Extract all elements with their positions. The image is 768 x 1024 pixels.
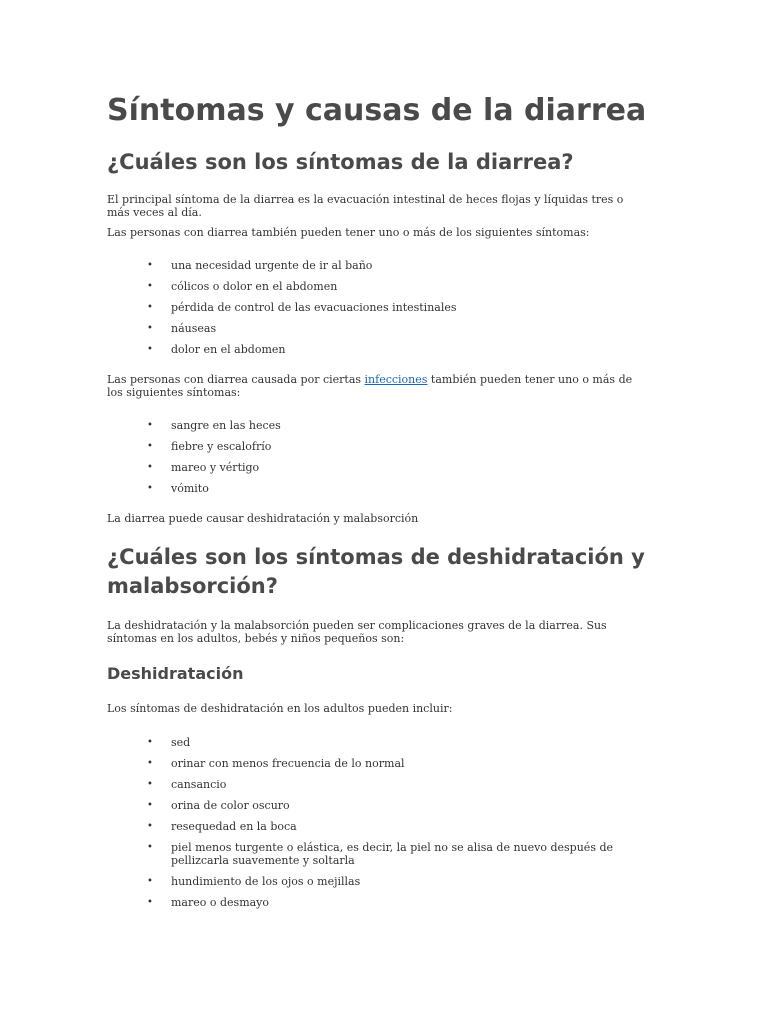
bullet-icon: • (147, 821, 153, 832)
symptoms-list (147, 259, 627, 364)
infection-intro: Las personas con diarrea causada por ciertas infecciones también pueden tener uno o más de los siguientes síntomas: (107, 373, 633, 399)
bullet-icon: • (147, 800, 153, 811)
section2-heading: ¿Cuáles son los síntomas de deshidratación y malabsorción? (107, 545, 645, 598)
dehydration-symptoms-list (147, 736, 627, 917)
dehydration-subheading: Deshidratación (107, 664, 244, 683)
bullet-icon: • (147, 260, 153, 271)
bullet-icon: • (147, 758, 153, 769)
bullet-icon: • (147, 420, 153, 431)
list-item: • náuseas (147, 322, 217, 335)
list-item: • orinar con menos frecuencia de lo normal (147, 757, 405, 770)
list-item: • resequedad en la boca (147, 820, 297, 833)
section1-heading: ¿Cuáles son los síntomas de la diarrea? (107, 150, 574, 174)
list-item: • mareo o desmayo (147, 896, 270, 909)
list-item: • dolor en el abdomen (147, 343, 286, 356)
list-item: • sed (147, 736, 191, 749)
bullet-icon: • (147, 323, 153, 334)
section2-intro: La deshidratación y la malabsorción pueden ser complicaciones graves de la diarrea. Sus síntomas en los adultos, bebés y niños pequeños son: (107, 619, 607, 645)
page-title: Síntomas y causas de la diarrea (107, 93, 647, 128)
list-item: • una necesidad urgente de ir al baño (147, 259, 373, 272)
list-item: • vómito (147, 482, 209, 495)
bullet-icon: • (147, 302, 153, 313)
bullet-icon: • (147, 737, 153, 748)
list-item: • mareo y vértigo (147, 461, 260, 474)
section1-closing: La diarrea puede causar deshidratación y malabsorción (107, 512, 419, 525)
list-item: • fiebre y escalofrío (147, 440, 272, 453)
bullet-icon: • (147, 281, 153, 292)
list-item: • piel menos turgente o elástica, es decir, la piel no se alisa de nuevo después de pellizcarla suavemente y soltarla (147, 841, 614, 867)
section2-list-intro: Los síntomas de deshidratación en los adultos pueden incluir: (107, 702, 453, 715)
list-item: • cansancio (147, 778, 227, 791)
bullet-icon: • (147, 876, 153, 887)
infection-symptoms-list (147, 419, 627, 503)
bullet-icon: • (147, 483, 153, 494)
section1-list-intro: Las personas con diarrea también pueden tener uno o más de los siguientes síntomas: (107, 226, 590, 239)
bullet-icon: • (147, 344, 153, 355)
list-item: • sangre en las heces (147, 419, 281, 432)
list-item: • cólicos o dolor en el abdomen (147, 280, 338, 293)
list-item: • pérdida de control de las evacuaciones intestinales (147, 301, 457, 314)
bullet-icon: • (147, 441, 153, 452)
bullet-icon: • (147, 462, 153, 473)
section1-intro: El principal síntoma de la diarrea es la evacuación intestinal de heces flojas y líquidas tres o más veces al día. (107, 193, 624, 219)
list-item: • hundimiento de los ojos o mejillas (147, 875, 361, 888)
infecciones-link[interactable]: infecciones (364, 373, 428, 386)
bullet-icon: • (147, 897, 153, 908)
bullet-icon: • (147, 842, 153, 853)
bullet-icon: • (147, 779, 153, 790)
list-item: • orina de color oscuro (147, 799, 290, 812)
